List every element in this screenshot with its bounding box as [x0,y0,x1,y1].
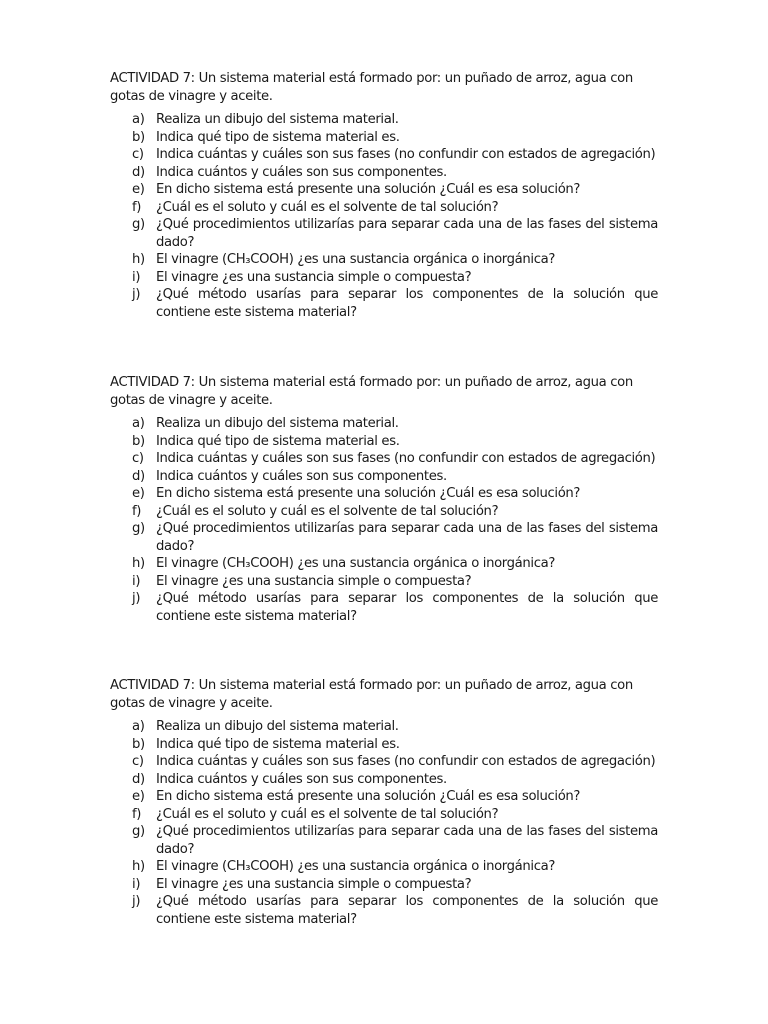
question-item [110,806,658,824]
question-item [110,503,658,521]
question-letter: h) [132,859,145,874]
question-letter: c) [132,147,144,162]
activity-block [110,677,658,928]
question-letter: f) [132,806,142,822]
question-letter: d) [132,468,145,484]
question-text: En dicho sistema está presente una solución ¿Cuál es esa solución? [156,789,581,804]
question-text: Indica cuántas y cuáles son sus fases (no confundir con estados de agregación) [156,147,656,162]
question-letter: a) [132,112,145,127]
question-text: El vinagre ¿es una sustancia simple o compuesta? [156,573,472,589]
question-item [110,520,658,555]
question-text: ¿Qué método usarías para separar los componentes de la solución que contiene este sistema material? [156,591,658,624]
question-item [110,415,658,433]
question-text: ¿Qué procedimientos utilizarías para separar cada una de las fases del sistema dado? [156,217,658,250]
question-letter: e) [132,486,145,501]
question-letter: e) [132,789,145,804]
question-letter: a) [132,719,145,734]
question-text: El vinagre ¿es una sustancia simple o compuesta? [156,269,472,285]
activity-intro: ACTIVIDAD 7: Un sistema material está formado por: un puñado de arroz, agua con gotas de vinagre y aceite. [110,375,633,408]
activity-block [110,374,658,625]
question-letter: e) [132,182,145,197]
question-item [110,433,658,451]
question-text: Indica cuántas y cuáles son sus fases (no confundir con estados de agregación) [156,754,656,769]
question-letter: g) [132,521,145,536]
question-letter: c) [132,451,144,466]
question-text: Realiza un dibujo del sistema material. [156,719,399,734]
question-text: El vinagre (CH₃COOH) ¿es una sustancia orgánica o inorgánica? [156,556,555,571]
question-letter: i) [132,573,141,589]
question-text: Indica cuántas y cuáles son sus fases (no confundir con estados de agregación) [156,451,656,466]
question-item [110,823,658,858]
question-item [110,450,658,468]
question-item [110,129,658,147]
question-text: Realiza un dibujo del sistema material. [156,112,399,127]
question-item [110,199,658,217]
question-text: ¿Cuál es el soluto y cuál es el solvente de tal solución? [156,806,499,822]
question-item [110,555,658,573]
question-letter: a) [132,416,145,431]
question-list [110,111,658,321]
question-item [110,590,658,625]
question-item [110,718,658,736]
question-text: ¿Qué método usarías para separar los componentes de la solución que contiene este sistema material? [156,287,658,320]
question-item [110,111,658,129]
question-item [110,893,658,928]
question-letter: d) [132,771,145,787]
question-text: El vinagre (CH₃COOH) ¿es una sustancia orgánica o inorgánica? [156,859,555,874]
question-text: Indica qué tipo de sistema material es. [156,736,400,752]
question-text: Indica cuántos y cuáles son sus componentes. [156,771,447,787]
question-item [110,858,658,876]
question-text: ¿Cuál es el soluto y cuál es el solvente de tal solución? [156,199,499,215]
question-letter: j) [132,894,141,909]
question-item [110,181,658,199]
question-letter: f) [132,503,142,519]
question-text: Indica cuántos y cuáles son sus componentes. [156,164,447,180]
question-text: El vinagre (CH₃COOH) ¿es una sustancia orgánica o inorgánica? [156,252,555,267]
question-text: ¿Cuál es el soluto y cuál es el solvente de tal solución? [156,503,499,519]
question-item [110,788,658,806]
question-text: ¿Qué método usarías para separar los componentes de la solución que contiene este sistema material? [156,894,658,927]
question-list [110,718,658,928]
question-text: En dicho sistema está presente una solución ¿Cuál es esa solución? [156,182,581,197]
question-text: Indica qué tipo de sistema material es. [156,433,400,449]
question-text: En dicho sistema está presente una solución ¿Cuál es esa solución? [156,486,581,501]
activity-block [110,70,658,321]
question-letter: h) [132,252,145,267]
activity-intro: ACTIVIDAD 7: Un sistema material está formado por: un puñado de arroz, agua con gotas de vinagre y aceite. [110,71,633,104]
question-item [110,485,658,503]
question-item [110,771,658,789]
question-text: Realiza un dibujo del sistema material. [156,416,399,431]
question-item [110,876,658,894]
question-letter: i) [132,269,141,285]
question-item [110,251,658,269]
question-text: ¿Qué procedimientos utilizarías para separar cada una de las fases del sistema dado? [156,521,658,554]
question-letter: f) [132,199,142,215]
question-letter: g) [132,217,145,232]
question-list [110,415,658,625]
question-item [110,736,658,754]
question-item [110,269,658,287]
question-item [110,573,658,591]
question-letter: h) [132,556,145,571]
question-item [110,164,658,182]
question-letter: j) [132,287,141,302]
question-text: El vinagre ¿es una sustancia simple o compuesta? [156,876,472,892]
question-item [110,468,658,486]
activity-intro: ACTIVIDAD 7: Un sistema material está formado por: un puñado de arroz, agua con gotas de vinagre y aceite. [110,678,633,711]
question-text: ¿Qué procedimientos utilizarías para separar cada una de las fases del sistema dado? [156,824,658,857]
question-item [110,753,658,771]
question-item [110,216,658,251]
question-letter: g) [132,824,145,839]
question-text: Indica cuántos y cuáles son sus componentes. [156,468,447,484]
question-letter: c) [132,754,144,769]
question-item [110,146,658,164]
question-item [110,286,658,321]
question-letter: b) [132,129,145,145]
question-letter: i) [132,876,141,892]
question-letter: b) [132,736,145,752]
question-text: Indica qué tipo de sistema material es. [156,129,400,145]
question-letter: j) [132,591,141,606]
question-letter: d) [132,164,145,180]
question-letter: b) [132,433,145,449]
